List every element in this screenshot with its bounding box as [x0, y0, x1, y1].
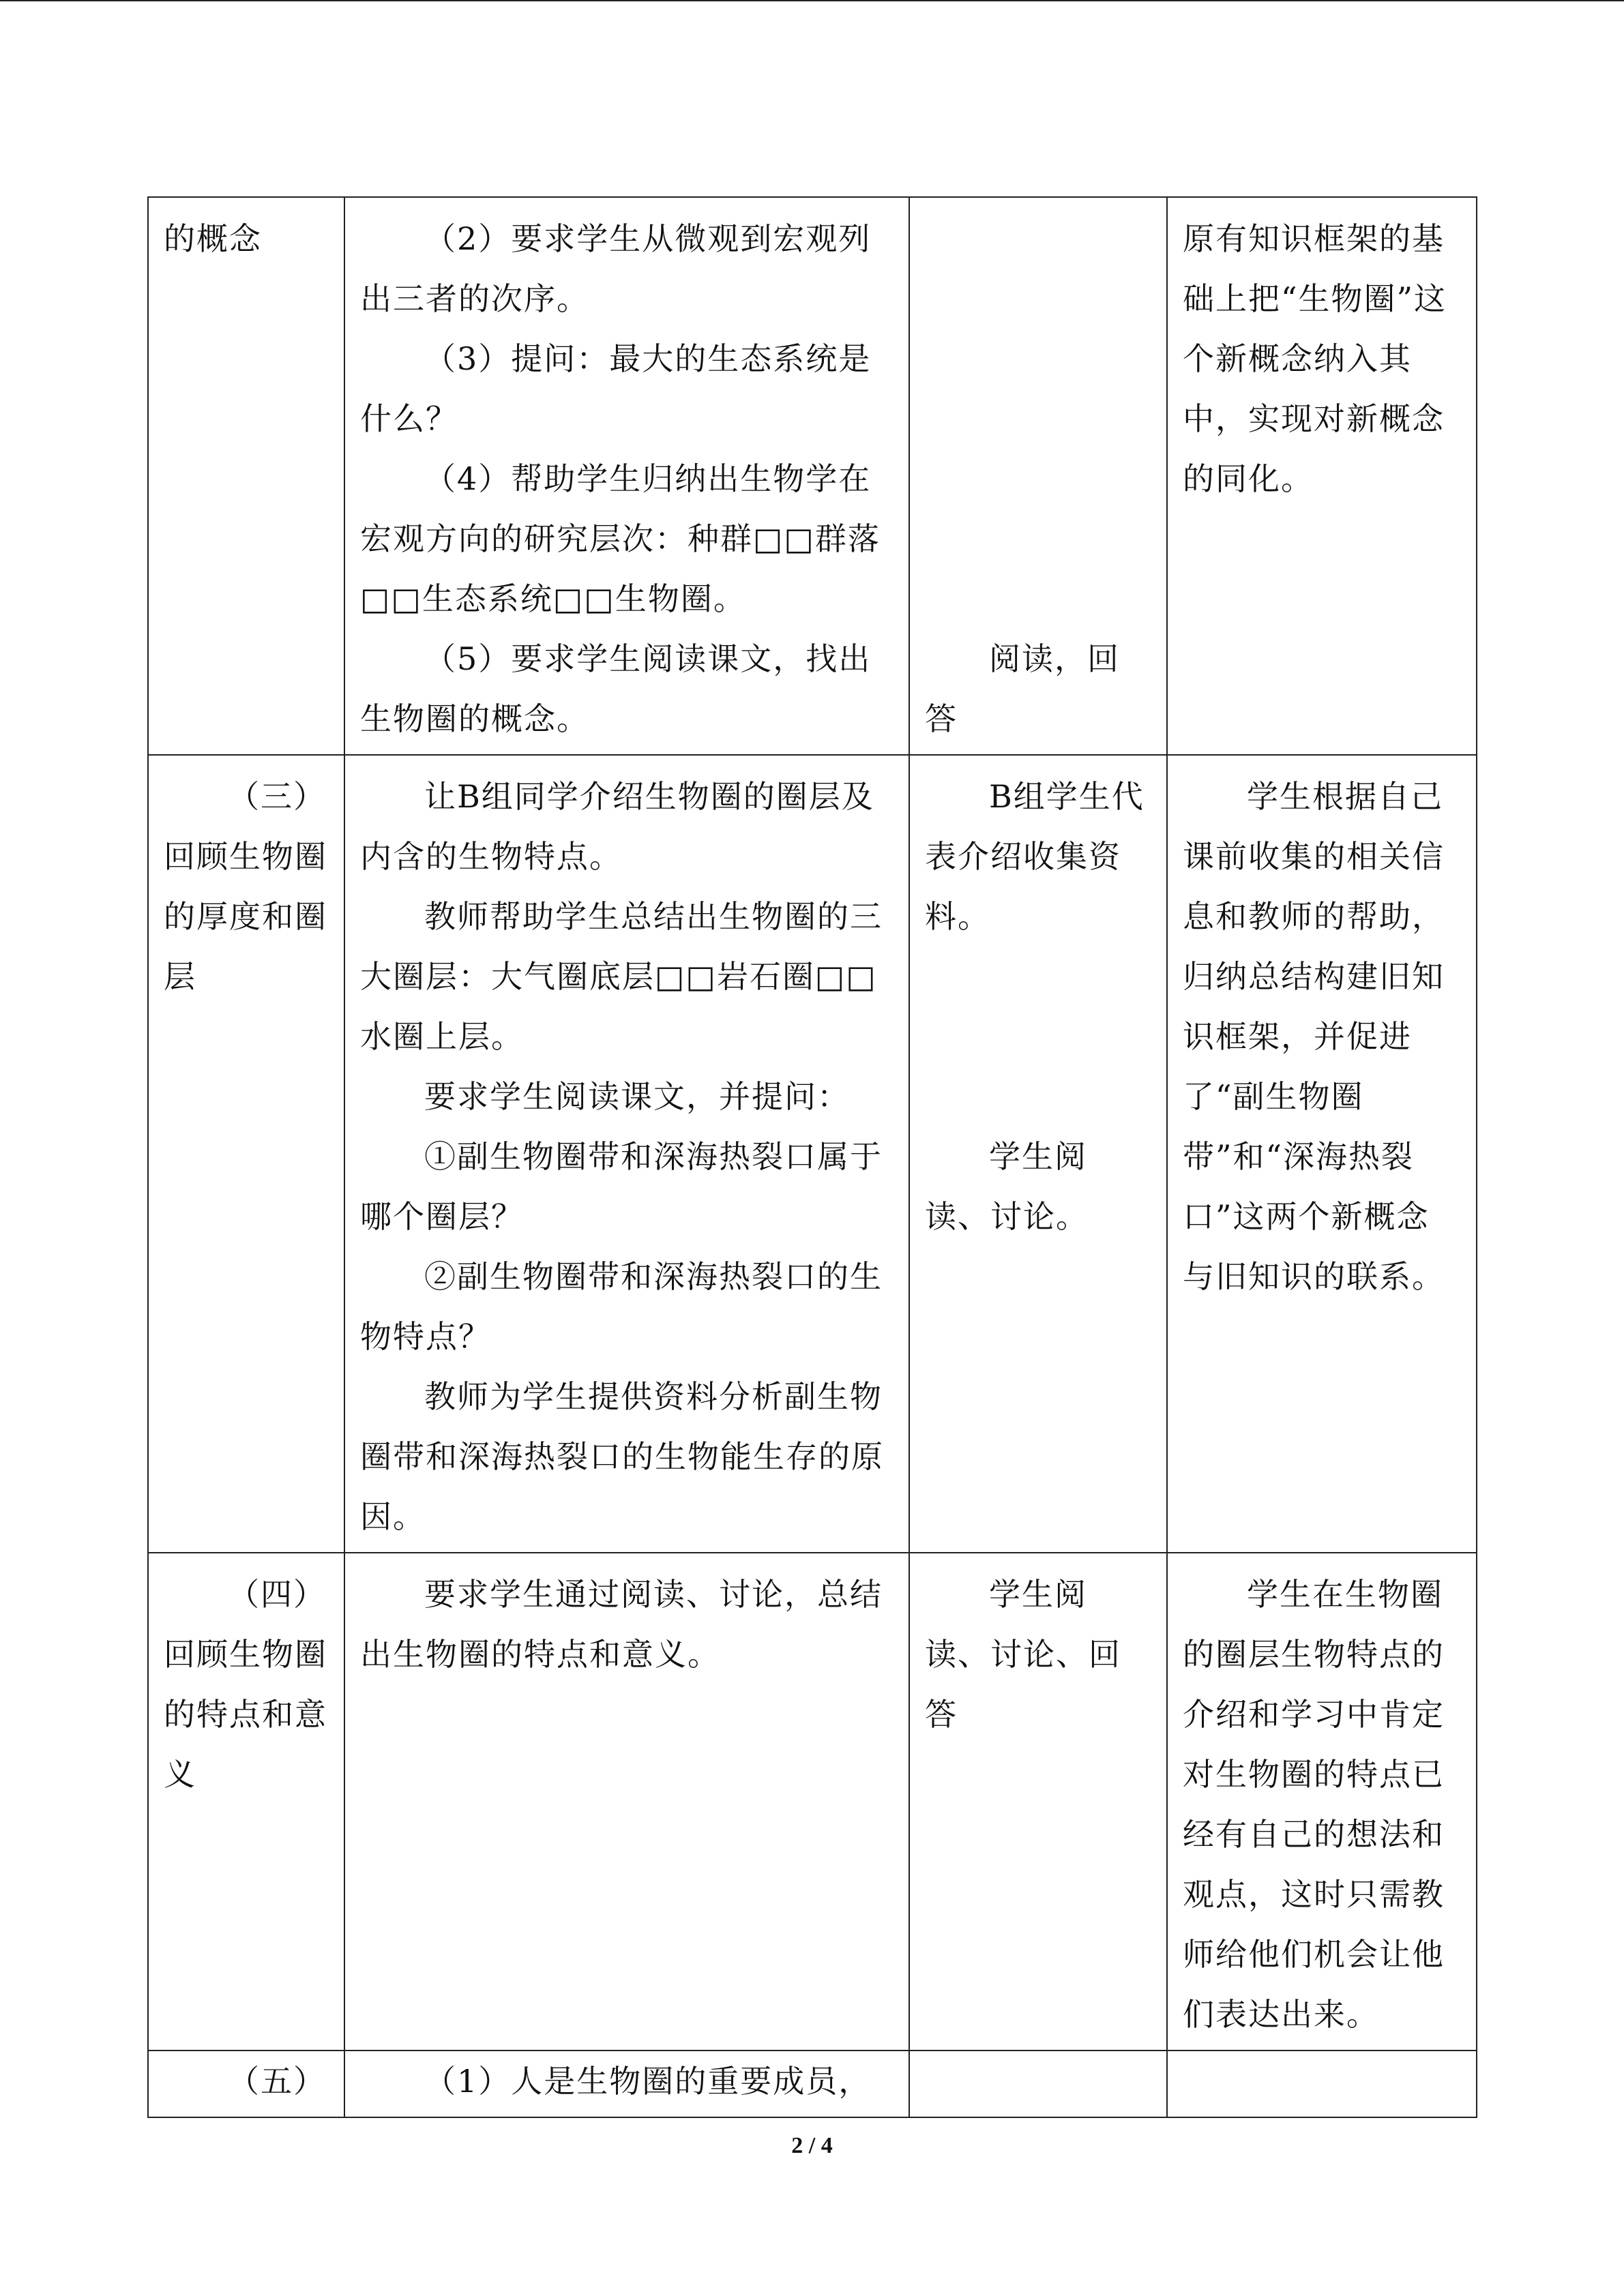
teacher-activity-cell [344, 2051, 909, 2117]
table-row [148, 755, 1477, 1553]
student-paragraph: 学生阅读、讨论、回答 [925, 1576, 1121, 1733]
stage-text: （五） [228, 2063, 326, 2100]
design-intent-cell [1167, 1553, 1477, 2051]
student-activity-cell [909, 197, 1167, 755]
stage-text: （四）回顾生物圈的特点和意义 [164, 1576, 327, 1793]
teacher-paragraph: （5）要求学生阅读课文，找出生物圈的概念。 [360, 640, 872, 737]
student-activity-cell [909, 755, 1167, 1553]
stage-cell [148, 755, 344, 1553]
lesson-plan-table [147, 196, 1477, 2118]
teacher-paragraph: （1）人是生物圈的重要成员， [424, 2063, 872, 2100]
teacher-paragraph: （2）要求学生从微观到宏观列出三者的次序。 [360, 220, 872, 317]
teacher-activity-cell [344, 197, 909, 755]
student-paragraph: 学生阅读、讨论。 [925, 1138, 1089, 1235]
stage-text: （三）回顾生物圈的厚度和圈层 [164, 778, 327, 995]
student-paragraph: 阅读，回答 [925, 640, 1120, 737]
student-paragraph: B组学生代表介绍收集资料。 [925, 778, 1145, 935]
stage-cell [148, 197, 344, 755]
design-intent-cell [1167, 197, 1477, 755]
top-border-line [0, 0, 1624, 1]
stage-text: 的概念 [164, 220, 262, 257]
teacher-paragraph: （4）帮助学生归纳出生物学在宏观方向的研究层次：种群□□群落□□生态系统□□生物圈。 [360, 460, 881, 617]
student-activity-cell [909, 2051, 1167, 2117]
stage-cell [148, 1553, 344, 2051]
teacher-paragraph: 教师帮助学生总结出生物圈的三大圈层：大气圈底层□□岩石圈□□水圈上层。 [360, 898, 883, 1055]
teacher-paragraph: 要求学生通过阅读、讨论，总结出生物圈的特点和意义。 [360, 1576, 883, 1673]
teacher-activity-cell [344, 1553, 909, 2051]
table-row [148, 2051, 1477, 2117]
teacher-paragraph: 让B组同学介绍生物圈的圈层及内含的生物特点。 [360, 778, 874, 875]
teacher-activity-cell [344, 755, 909, 1553]
table-row [148, 197, 1477, 755]
stage-cell [148, 2051, 344, 2117]
table-row [148, 1553, 1477, 2051]
teacher-paragraph: ②副生物圈带和深海热裂口的生物特点？ [360, 1258, 883, 1355]
teacher-paragraph: 要求学生阅读课文，并提问： [424, 1078, 850, 1115]
design-intent-cell [1167, 2051, 1477, 2117]
intent-paragraph: 学生根据自己课前收集的相关信息和教师的帮助，归纳总结构建旧知识框架，并促进了“副生物圈带”和“深海热裂口”这两个新概念与旧知识的联系。 [1183, 778, 1445, 1295]
design-intent-cell [1167, 755, 1477, 1553]
intent-paragraph: 学生在生物圈的圈层生物特点的介绍和学习中肯定对生物圈的特点已经有自己的想法和观点，这时只需教师给他们机会让他们表达出来。 [1183, 1576, 1445, 2033]
page-number: 2 / 4 [791, 2133, 833, 2158]
teacher-paragraph: （3）提问：最大的生态系统是什么？ [360, 340, 872, 437]
teacher-paragraph: 教师为学生提供资料分析副生物圈带和深海热裂口的生物能生存的原因。 [360, 1378, 884, 1535]
student-activity-cell [909, 1553, 1167, 2051]
teacher-paragraph: ①副生物圈带和深海热裂口属于哪个圈层？ [360, 1138, 883, 1235]
intent-paragraph: 原有知识框架的基础上把“生物圈”这个新概念纳入其中，实现对新概念的同化。 [1183, 220, 1447, 497]
